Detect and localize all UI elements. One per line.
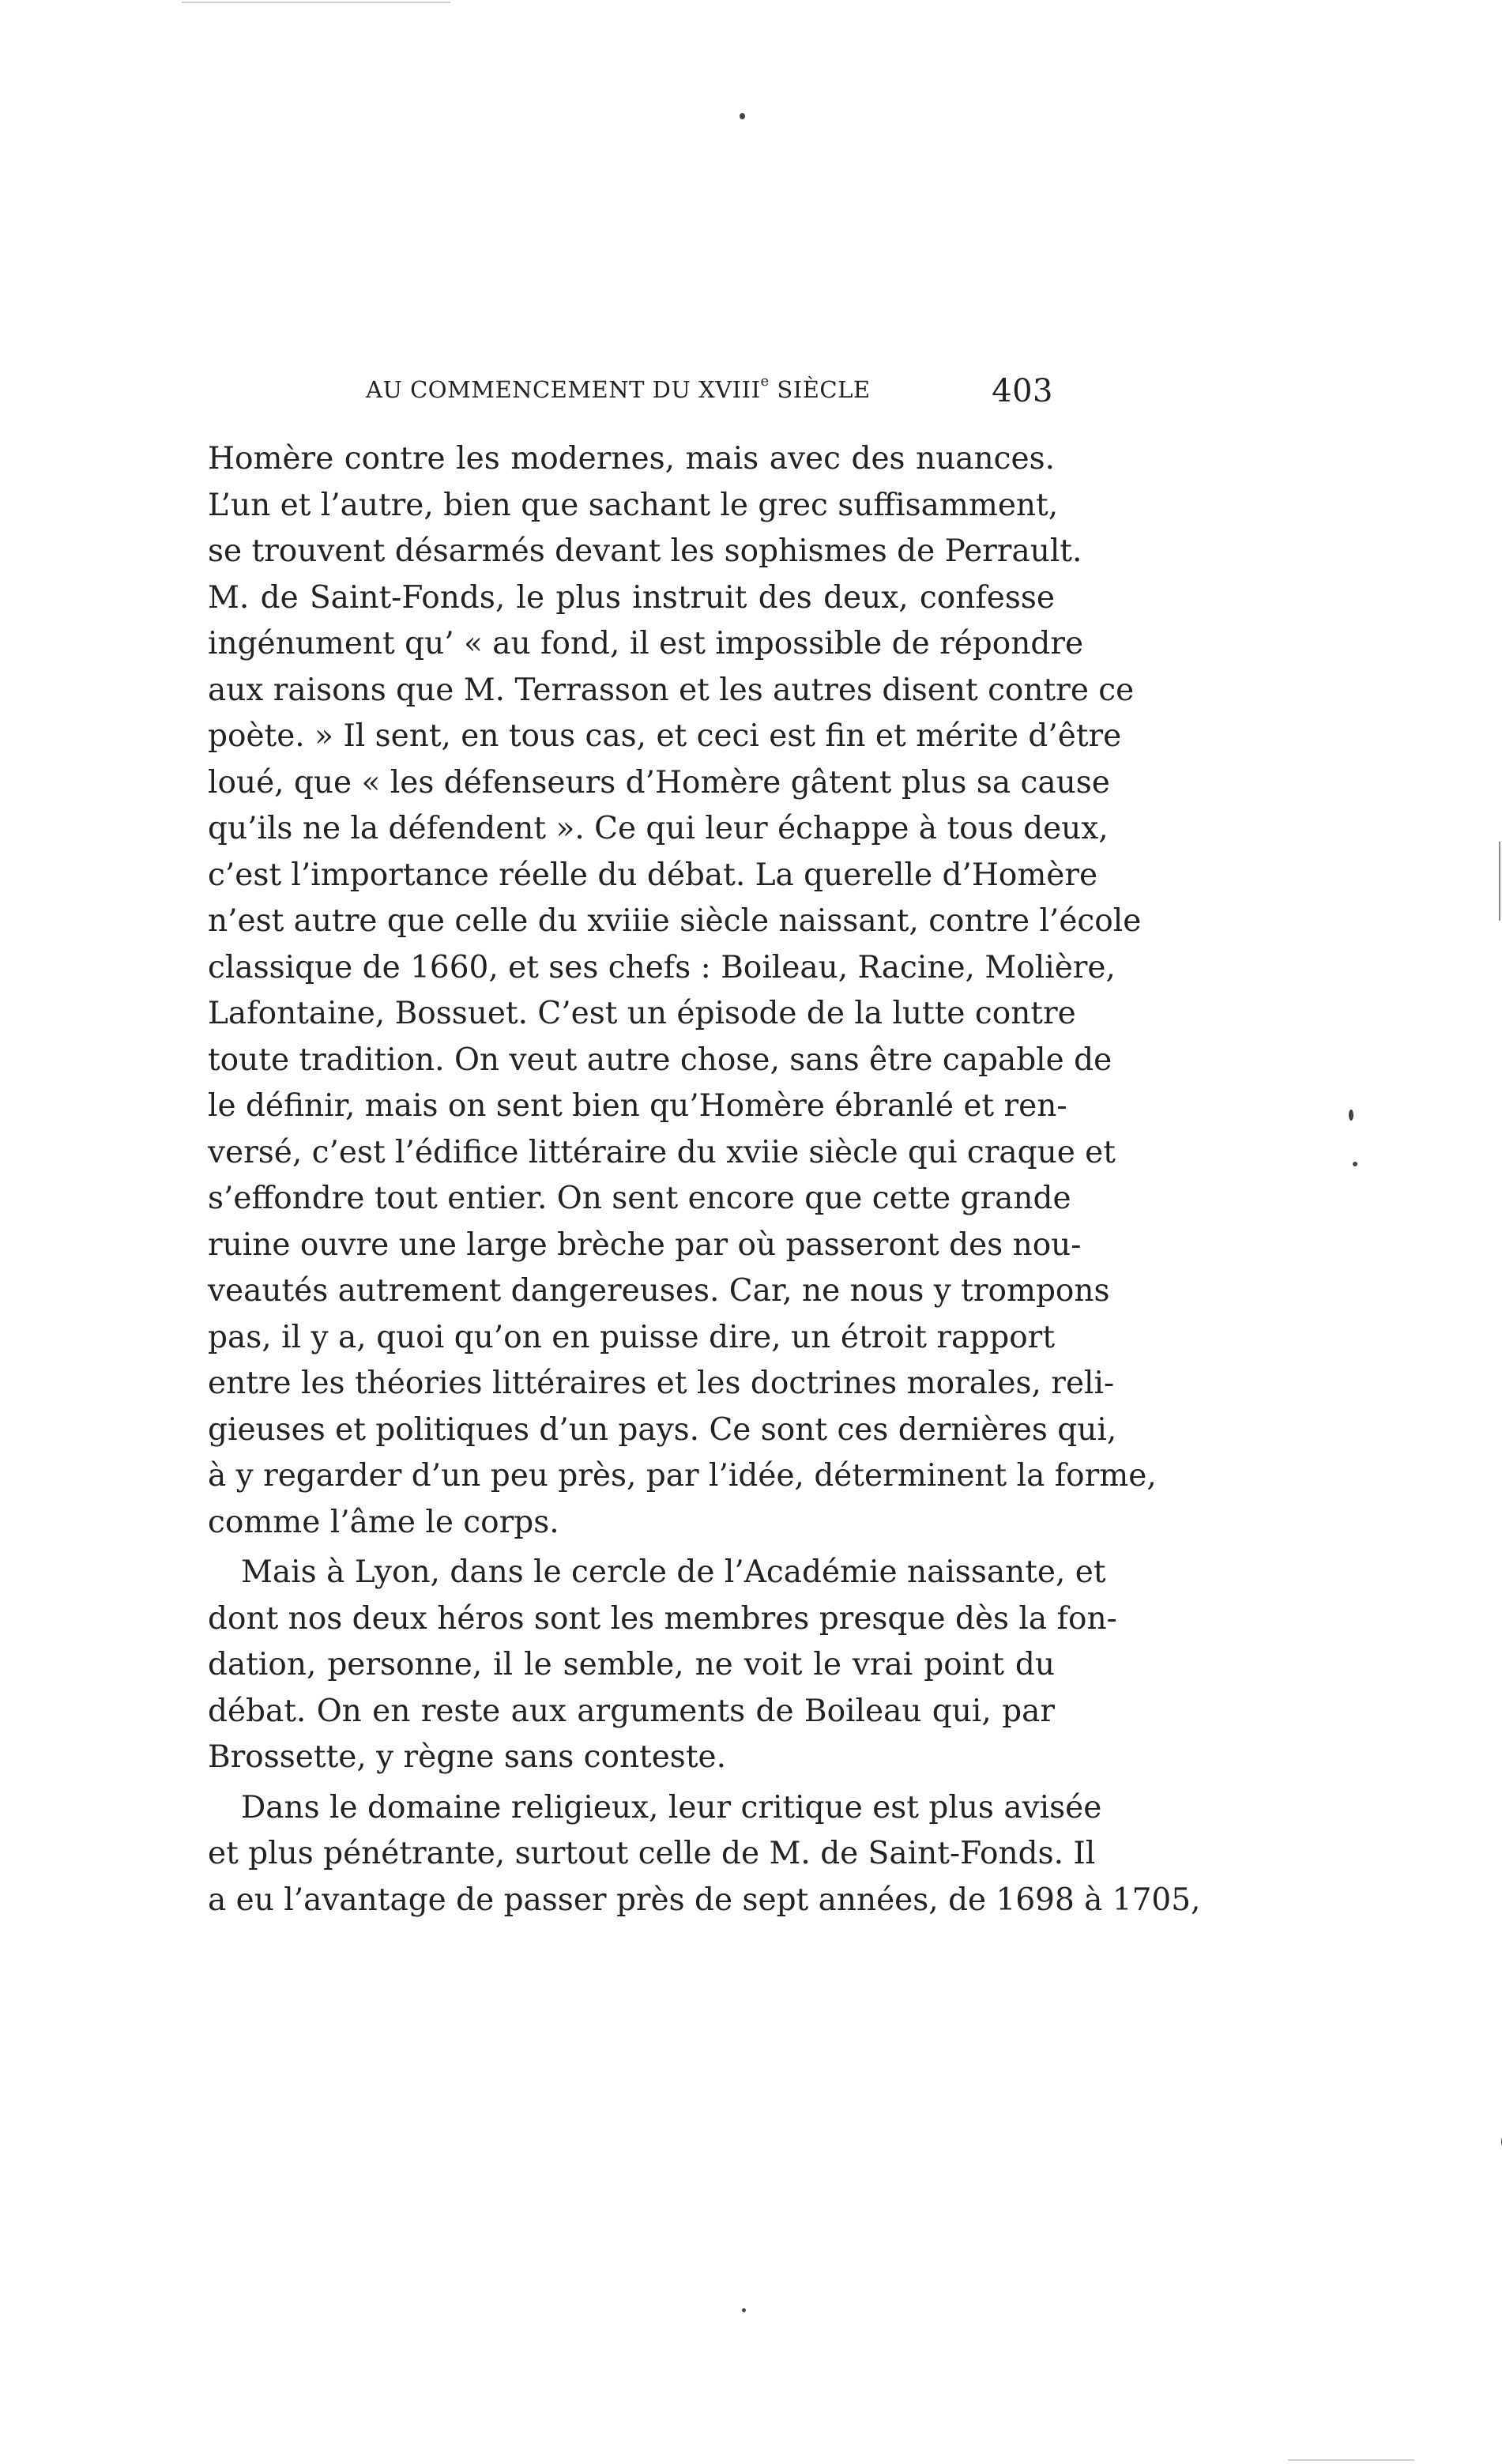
scan-speck [1349,1110,1353,1121]
text-line: Brossette, y règne sans conteste. [208,1739,726,1775]
text-line: gieuses et politiques d’un pays. Ce sont ces dernières qui, [208,1411,1117,1448]
scan-speck [1353,1162,1357,1166]
text-line: dation, personne, il le semble, ne voit le vrai point du [208,1647,1055,1682]
scan-speck [742,2308,746,2312]
text-line: veautés autrement dangereuses. Car, ne nous y trompons [208,1273,1110,1309]
text-line: comme l’âme le corps. [208,1504,559,1540]
text-line: loué, que « les défenseurs d’Homère gâtent plus sa cause [208,764,1110,801]
running-title-superscript: e [760,373,770,390]
body-text [208,436,1201,1923]
text-line: poète. » Il sent, en tous cas, et ceci est fin et mérite d’être [208,718,1122,754]
text-line: et plus pénétrante, surtout celle de M. de Saint-Fonds. Il [208,1836,1096,1871]
text-line: à y regarder d’un peu près, par l’idée, déterminent la forme, [208,1458,1157,1494]
scan-edge-mark [182,2,450,3]
text-line: c’est l’importance réelle du débat. La querelle d’Homère [208,857,1098,893]
text-line: versé, c’est l’édifice littéraire du xviie siècle qui craque et [208,1134,1116,1170]
text-line: classique de 1660, et ses chefs : Boileau, Racine, Molière, [208,949,1116,985]
text-line: Lafontaine, Bossuet. C’est un épisode de la lutte contre [208,996,1076,1031]
text-line: dont nos deux héros sont les membres presque dès la fon- [208,1600,1117,1637]
text-line: pas, il y a, quoi qu’on en puisse dire, un étroit rapport [208,1319,1055,1355]
text-line: aux raisons que M. Terrasson et les autres disent contre ce [208,672,1135,708]
text-line: ruine ouvre une large brèche par où passeront des nou- [208,1226,1082,1263]
text-line: toute tradition. On veut autre chose, sans être capable de [208,1042,1112,1078]
text-line: L’un et l’autre, bien que sachant le grec suffisamment, [208,487,1059,523]
scan-edge-mark [1499,842,1500,921]
text-line: qu’ils ne la défendent ». Ce qui leur échappe à tous deux, [208,811,1109,846]
text-line: ingénument qu’ « au fond, il est impossible de répondre [208,626,1084,661]
text-line: Mais à Lyon, dans le cercle de l’Académie naissante, et [241,1554,1106,1590]
running-title-main: AU COMMENCEMENT DU XVIII [366,376,761,403]
running-title-end: SIÈCLE [769,376,871,403]
scan-speck [740,113,745,119]
text-line: débat. On en reste aux arguments de Boileau qui, par [208,1693,1055,1729]
text-line: M. de Saint-Fonds, le plus instruit des deux, confesse [208,579,1055,616]
text-line: le définir, mais on sent bien qu’Homère ébranlé et ren- [208,1088,1067,1124]
text-line: se trouvent désarmés devant les sophismes de Perrault. [208,533,1082,569]
text-line: a eu l’avantage de passer près de sept années, de 1698 à 1705, [208,1882,1201,1918]
scan-edge-mark [1288,2459,1414,2461]
text-line: Homère contre les modernes, mais avec des nuances. [208,441,1055,477]
text-line: Dans le domaine religieux, leur critique est plus avisée [241,1789,1102,1825]
text-line: s’effondre tout entier. On sent encore que cette grande [208,1181,1071,1216]
running-head [366,373,1053,411]
text-line: entre les théories littéraires et les doctrines morales, reli- [208,1366,1115,1401]
running-title [366,373,871,403]
page-number: 403 [992,373,1053,409]
text-line: n’est autre que celle du xviiie siècle naissant, contre l’école [208,903,1142,939]
